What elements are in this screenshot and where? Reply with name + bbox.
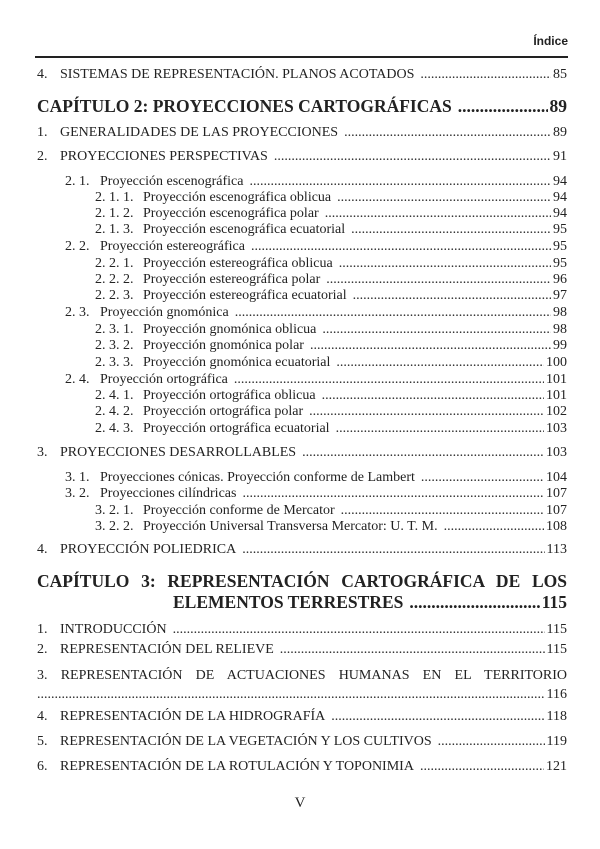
toc-entry-line: 3. REPRESENTACIÓN DE ACTUACIONES HUMANAS EN EL TERRITORIO xyxy=(37,668,567,683)
entry-page-number: 89 xyxy=(553,125,567,140)
entry-title: Proyecciones cilíndricas xyxy=(100,486,237,501)
toc-entry[interactable] xyxy=(37,125,567,143)
dot-leader xyxy=(337,190,551,206)
entry-page-number: 107 xyxy=(546,503,567,518)
entry-title: Proyección ortográfica polar xyxy=(143,404,304,419)
entry-title: Proyección gnomónica xyxy=(100,305,229,320)
entry-page-number: 113 xyxy=(546,542,567,557)
entry-page-number: 101 xyxy=(546,388,567,403)
entry-page-number: 89 xyxy=(549,96,567,116)
entry-number: 2. xyxy=(37,642,48,657)
toc-entry[interactable] xyxy=(37,709,567,727)
dot-leader xyxy=(235,305,551,321)
toc-entry[interactable] xyxy=(95,338,567,356)
dot-leader xyxy=(344,125,551,141)
entry-title: GENERALIDADES DE LAS PROYECCIONES xyxy=(60,125,339,140)
entry-page-number: 85 xyxy=(553,67,567,82)
dot-leader xyxy=(336,355,544,371)
entry-number: 2. xyxy=(37,149,48,164)
entry-title: Proyección gnomónica polar xyxy=(143,338,304,353)
entry-number: 3. 2. 2. xyxy=(95,519,134,534)
toc-entry[interactable] xyxy=(37,687,567,705)
entry-number: 4. xyxy=(37,67,48,82)
entry-page-number: 104 xyxy=(546,470,567,485)
entry-page-number: 107 xyxy=(546,486,567,501)
entry-title: PROYECCIÓN POLIEDRICA xyxy=(60,542,237,557)
dot-leader xyxy=(249,174,551,190)
entry-page-number: 100 xyxy=(546,355,567,370)
entry-number: 2. 2. 3. xyxy=(95,288,134,303)
entry-title: Proyección gnomónica ecuatorial xyxy=(143,355,331,370)
entry-title: CAPÍTULO 2: PROYECCIONES CARTOGRÁFICAS xyxy=(37,96,452,116)
entry-number: 2. 1. 2. xyxy=(95,206,134,221)
toc-entry[interactable] xyxy=(95,404,567,422)
toc-entry[interactable] xyxy=(37,759,567,777)
toc-entry[interactable] xyxy=(37,96,567,118)
entry-title: Proyección estereográfica polar xyxy=(143,272,321,287)
entry-title: Proyección ortográfica oblicua xyxy=(143,388,316,403)
dot-leader xyxy=(309,404,544,420)
toc-entry[interactable] xyxy=(37,149,567,167)
entry-page-number: 108 xyxy=(546,519,567,534)
entry-number: 2. 1. 1. xyxy=(95,190,134,205)
entry-number: 2. 4. xyxy=(65,372,90,387)
entry-page-number: 119 xyxy=(546,734,567,749)
dot-leader xyxy=(242,486,544,502)
toc-entry[interactable] xyxy=(95,519,567,537)
entry-page-number: 94 xyxy=(553,190,567,205)
entry-title: ELEMENTOS TERRESTRES xyxy=(173,592,404,612)
entry-title: REPRESENTACIÓN DE LA HIDROGRAFÍA xyxy=(60,709,326,724)
dot-leader xyxy=(242,542,544,558)
toc-entry[interactable] xyxy=(37,734,567,752)
dot-leader xyxy=(341,503,544,519)
dot-leader xyxy=(351,222,551,238)
toc-entry-line: CAPÍTULO 3: REPRESENTACIÓN CARTOGRÁFICA DE LOS xyxy=(37,571,567,591)
dot-leader xyxy=(173,622,545,638)
entry-page-number: 95 xyxy=(553,222,567,237)
entry-title: PROYECCIONES PERSPECTIVAS xyxy=(60,149,268,164)
entry-page-number: 95 xyxy=(553,256,567,271)
entry-page-number: 118 xyxy=(546,709,567,724)
entry-title: Proyección ortográfica xyxy=(100,372,228,387)
entry-number: 2. 2. 2. xyxy=(95,272,134,287)
entry-page-number: 91 xyxy=(553,149,567,164)
toc-entry[interactable] xyxy=(37,642,567,660)
entry-page-number: 94 xyxy=(553,174,567,189)
entry-title: INTRODUCCIÓN xyxy=(60,622,167,637)
dot-leader xyxy=(339,256,551,272)
entry-page-number: 95 xyxy=(553,239,567,254)
running-header: Índice xyxy=(533,34,568,48)
dot-leader xyxy=(438,734,545,750)
entry-title: Proyección estereográfica oblicua xyxy=(143,256,333,271)
toc-entry[interactable] xyxy=(95,421,567,439)
entry-title: Proyección escenográfica oblicua xyxy=(143,190,332,205)
dot-leader xyxy=(274,149,551,165)
page-number: V xyxy=(294,795,306,811)
entry-page-number: 103 xyxy=(546,421,567,436)
toc-entry[interactable] xyxy=(65,486,567,504)
entry-title: SISTEMAS DE REPRESENTACIÓN. PLANOS ACOTADOS xyxy=(60,67,415,82)
entry-title: Proyección estereográfica xyxy=(100,239,245,254)
dot-leader xyxy=(409,592,539,613)
dot-leader xyxy=(234,372,544,388)
entry-number: 2. 4. 3. xyxy=(95,421,134,436)
toc-entry[interactable] xyxy=(173,592,567,614)
entry-page-number: 116 xyxy=(546,687,567,702)
toc-entry[interactable] xyxy=(37,622,567,640)
entry-number: 3. 2. 1. xyxy=(95,503,134,518)
dot-leader xyxy=(302,445,544,461)
entry-number: 2. 2. 1. xyxy=(95,256,134,271)
dot-leader xyxy=(251,239,551,255)
entry-number: 4. xyxy=(37,709,48,724)
dot-leader xyxy=(280,642,545,658)
entry-page-number: 103 xyxy=(546,445,567,460)
dot-leader xyxy=(37,687,545,703)
entry-page-number: 98 xyxy=(553,305,567,320)
entry-title: Proyección escenográfica polar xyxy=(143,206,319,221)
entry-number: 2. 4. 1. xyxy=(95,388,134,403)
toc-entry[interactable] xyxy=(37,445,567,463)
entry-page-number: 115 xyxy=(546,642,567,657)
toc-entry[interactable] xyxy=(65,305,567,323)
entry-page-number: 94 xyxy=(553,206,567,221)
toc-entry[interactable] xyxy=(65,239,567,257)
entry-number: 2. 4. 2. xyxy=(95,404,134,419)
entry-title: REPRESENTACIÓN DEL RELIEVE xyxy=(60,642,274,657)
entry-number: 5. xyxy=(37,734,48,749)
entry-title: PROYECCIONES DESARROLLABLES xyxy=(60,445,297,460)
entry-number: 2. 1. xyxy=(65,174,90,189)
dot-leader xyxy=(458,96,548,117)
entry-number: 2. 3. 1. xyxy=(95,322,134,337)
entry-page-number: 115 xyxy=(541,592,567,612)
entry-number: 6. xyxy=(37,759,48,774)
entry-number: 2. 2. xyxy=(65,239,90,254)
toc-entry[interactable] xyxy=(37,67,567,85)
entry-page-number: 115 xyxy=(546,622,567,637)
entry-title: Proyecciones cónicas. Proyección conforme de Lambert xyxy=(100,470,415,485)
entry-number: 1. xyxy=(37,622,48,637)
dot-leader xyxy=(421,470,544,486)
entry-number: 2. 3. 2. xyxy=(95,338,134,353)
entry-title: Proyección conforme de Mercator xyxy=(143,503,335,518)
header-rule xyxy=(35,56,568,58)
entry-title: Proyección Universal Transversa Mercator: U. T. M. xyxy=(143,519,438,534)
entry-number: 3. xyxy=(37,445,48,460)
dot-leader xyxy=(420,67,551,83)
entry-page-number: 96 xyxy=(553,272,567,287)
toc-entry[interactable] xyxy=(95,288,567,306)
entry-number: 1. xyxy=(37,125,48,140)
dot-leader xyxy=(420,759,544,775)
entry-title: Proyección gnomónica oblicua xyxy=(143,322,317,337)
entry-page-number: 97 xyxy=(553,288,567,303)
entry-title: Proyección escenográfica xyxy=(100,174,244,189)
entry-title: Proyección escenográfica ecuatorial xyxy=(143,222,346,237)
entry-page-number: 98 xyxy=(553,322,567,337)
dot-leader xyxy=(310,338,551,354)
entry-page-number: 99 xyxy=(553,338,567,353)
entry-title: Proyección ortográfica ecuatorial xyxy=(143,421,330,436)
entry-title: REPRESENTACIÓN DE LA ROTULACIÓN Y TOPONIMIA xyxy=(60,759,414,774)
entry-number: 2. 3. xyxy=(65,305,90,320)
dot-leader xyxy=(325,206,551,222)
dot-leader xyxy=(353,288,551,304)
entry-title: REPRESENTACIÓN DE LA VEGETACIÓN Y LOS CULTIVOS xyxy=(60,734,432,749)
toc-entry[interactable] xyxy=(95,355,567,373)
dot-leader xyxy=(331,709,544,725)
entry-page-number: 102 xyxy=(546,404,567,419)
entry-number: 3. 1. xyxy=(65,470,90,485)
entry-page-number: 121 xyxy=(546,759,567,774)
toc-entry[interactable] xyxy=(37,542,567,560)
dot-leader xyxy=(326,272,551,288)
dot-leader xyxy=(322,388,544,404)
entry-title: Proyección estereográfica ecuatorial xyxy=(143,288,347,303)
entry-number: 3. 2. xyxy=(65,486,90,501)
toc-entry[interactable] xyxy=(95,222,567,240)
entry-number: 2. 3. 3. xyxy=(95,355,134,370)
entry-number: 4. xyxy=(37,542,48,557)
entry-number: 2. 1. 3. xyxy=(95,222,134,237)
dot-leader xyxy=(444,519,544,535)
entry-page-number: 101 xyxy=(546,372,567,387)
dot-leader xyxy=(336,421,544,437)
dot-leader xyxy=(322,322,551,338)
